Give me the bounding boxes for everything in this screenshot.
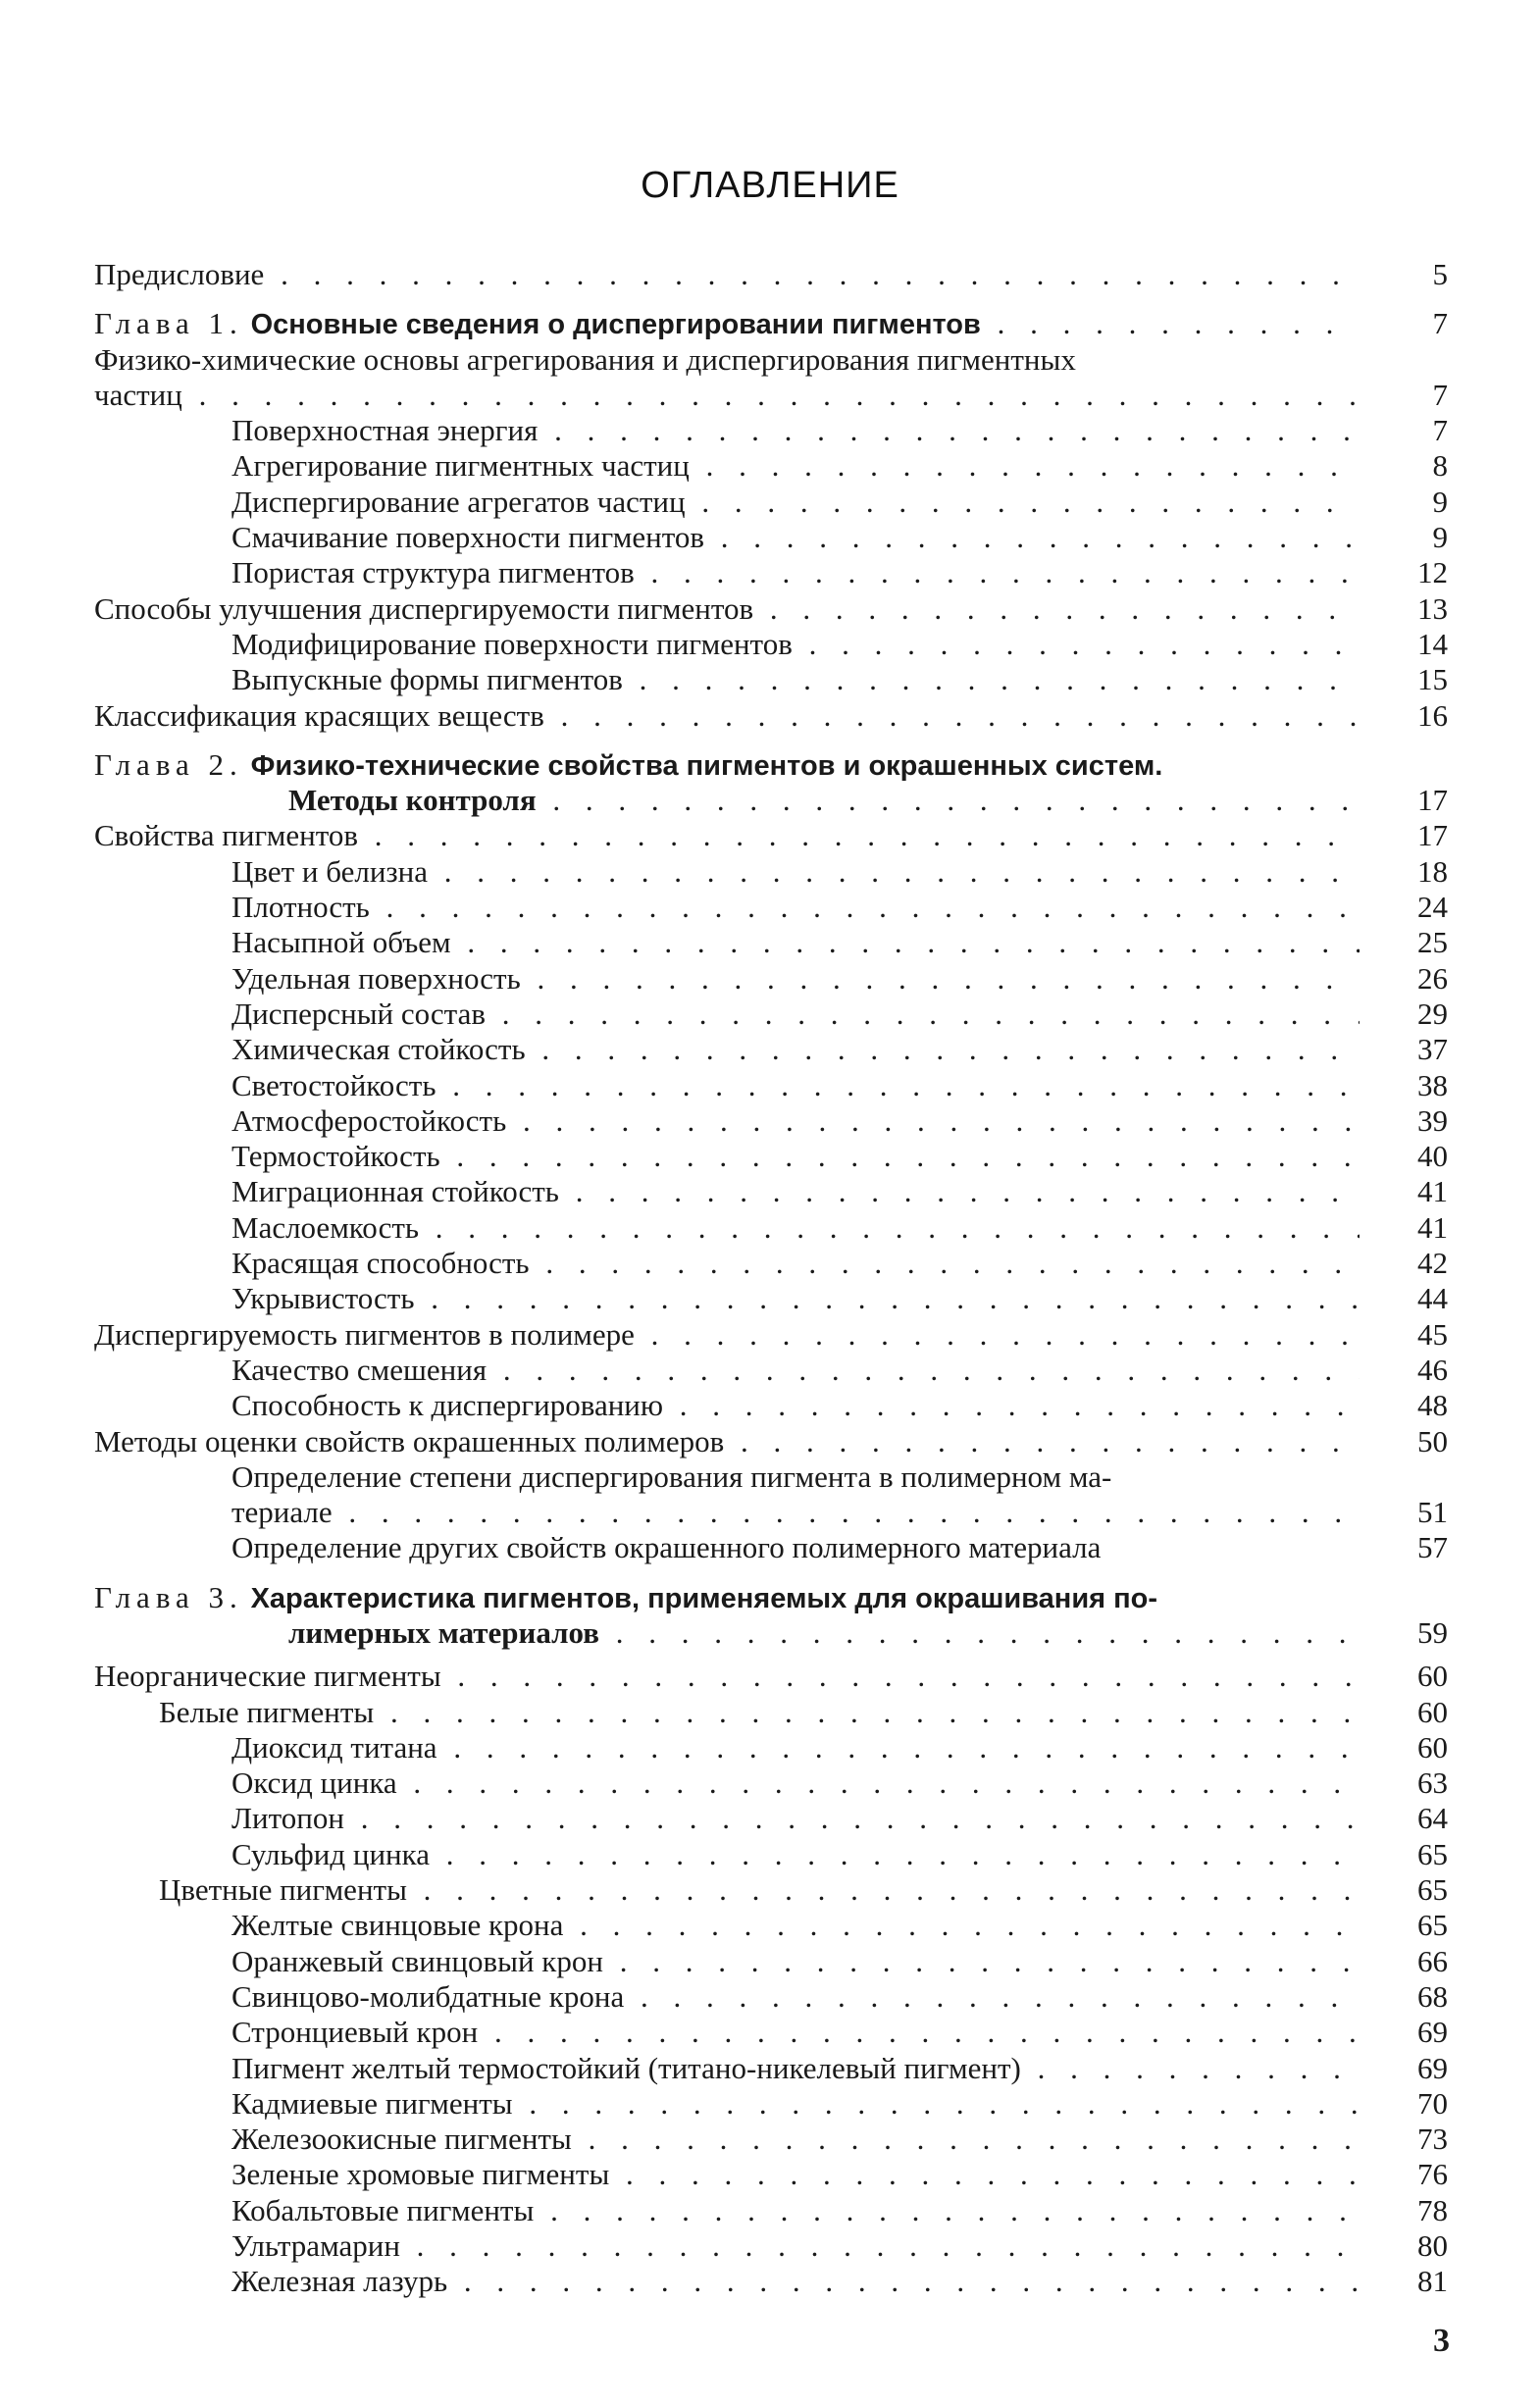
toc-entry-page: 41 xyxy=(1417,1209,1448,1245)
toc-entry-text: Методы оценки свойств окрашенных полимеров . . . xyxy=(94,1424,1360,1459)
toc-entry-page: 68 xyxy=(1417,1978,1448,2014)
toc-entry-text: Диспергируемость пигментов в полимере . . . xyxy=(94,1317,1360,1353)
toc-entry-text: Маслоемкость . . . xyxy=(94,1210,1360,1246)
toc-entry-text: Желтые свинцовые крона . . . xyxy=(94,1908,1360,1943)
toc-entry-text: Насыпной объем . . . xyxy=(94,925,1360,960)
chapter-title: Основные сведения о диспергировании пигментов xyxy=(250,309,981,341)
toc-entry xyxy=(94,1944,1448,1979)
page-number: 3 xyxy=(1433,2323,1450,2359)
toc-entry-text: Зеленые хромовые пигменты . . . xyxy=(94,2157,1360,2192)
toc-entry xyxy=(94,961,1448,997)
toc-entry-page: 46 xyxy=(1417,1352,1448,1387)
toc-entry-text: Железная лазурь . . . xyxy=(94,2264,1360,2299)
toc-entry-page: 17 xyxy=(1417,818,1448,853)
toc-entry xyxy=(94,485,1448,520)
toc-entry-text: Сульфид цинка . . . xyxy=(94,1837,1360,1872)
toc-entry-page: 63 xyxy=(1417,1765,1448,1801)
toc-entry xyxy=(94,1495,1448,1530)
toc-entry xyxy=(94,818,1448,853)
toc-entry-page: 29 xyxy=(1417,996,1448,1031)
toc-entry-text: териале . . . xyxy=(94,1495,1360,1530)
toc-entry-text: Физико-химические основы агрегирования и диспергирования пигментных xyxy=(94,341,1076,377)
toc-entry-page: 81 xyxy=(1417,2264,1448,2299)
toc-chapter-continuation xyxy=(94,1615,1448,1651)
toc-entry-text: Выпускные формы пигментов . . . xyxy=(94,662,1360,697)
toc-entry-text: Пигмент желтый термостойкий (титано-никелевый пигмент) . . . xyxy=(94,2051,1360,2086)
toc-entry xyxy=(94,2193,1448,2228)
toc-entry xyxy=(94,2122,1448,2157)
toc-entry-page: 41 xyxy=(1417,1174,1448,1209)
toc-entry xyxy=(94,1353,1448,1388)
toc-entry-page: 50 xyxy=(1417,1423,1448,1458)
toc-entry xyxy=(94,1530,1448,1565)
toc-entry-page: 44 xyxy=(1417,1281,1448,1316)
toc-entry-text: Цвет и белизна . . . xyxy=(94,854,1360,890)
toc-entry xyxy=(94,854,1448,890)
toc-entry xyxy=(94,1317,1448,1353)
toc-entry-page: 14 xyxy=(1417,626,1448,661)
toc-entry xyxy=(94,662,1448,697)
toc-entry xyxy=(94,1210,1448,1246)
toc-entry xyxy=(94,698,1448,734)
toc-entry-text: Атмосферостойкость . . . xyxy=(94,1103,1360,1139)
toc-entry xyxy=(94,1174,1448,1209)
toc-entry-page: 60 xyxy=(1417,1729,1448,1765)
toc-entry xyxy=(94,520,1448,555)
toc-entry-page: 40 xyxy=(1417,1139,1448,1174)
toc-entry-text: Классификация красящих веществ . . . xyxy=(94,698,1360,734)
toc-entry-page: 26 xyxy=(1417,960,1448,996)
toc-entry-text: частиц . . . xyxy=(94,378,1360,413)
toc-entry xyxy=(94,413,1448,448)
toc-entry xyxy=(94,342,1448,378)
toc-entry xyxy=(94,2157,1448,2192)
toc-entry-page: 39 xyxy=(1417,1102,1448,1138)
toc-entry-page: 78 xyxy=(1417,2192,1448,2227)
toc-chapter xyxy=(94,747,1448,783)
chapter-title: Характеристика пигментов, применяемых для окрашивания по- xyxy=(250,1582,1158,1614)
toc-entry-page: 7 xyxy=(1432,306,1448,341)
chapter-title: Физико-технические свойства пигментов и окрашенных систем. xyxy=(250,749,1163,782)
toc-entry-page: 15 xyxy=(1417,662,1448,697)
toc-entry-page: 70 xyxy=(1417,2085,1448,2121)
toc-entry-page: 25 xyxy=(1417,925,1448,960)
toc-entry-text: Плотность . . . xyxy=(94,890,1360,925)
toc-entry-page: 17 xyxy=(1417,783,1448,818)
toc-entry-text: Оксид цинка . . . xyxy=(94,1765,1360,1801)
toc-entry-page: 18 xyxy=(1417,853,1448,889)
toc-entry-text: Свинцово-молибдатные крона . . . xyxy=(94,1979,1360,2015)
toc-entry xyxy=(94,448,1448,484)
toc-entry-page: 7 xyxy=(1432,377,1448,412)
toc-entry xyxy=(94,1281,1448,1316)
chapter-title-continued: лимерных материалов xyxy=(288,1614,600,1650)
toc-entry-text: Термостойкость . . . xyxy=(94,1139,1360,1174)
toc-entry-text: Кадмиевые пигменты . . . xyxy=(94,2086,1360,2122)
toc-entry-page: 48 xyxy=(1417,1388,1448,1423)
toc-entry-text: Диоксид титана . . . xyxy=(94,1730,1360,1765)
toc-entry-page: 69 xyxy=(1417,2015,1448,2050)
toc-entry-page: 60 xyxy=(1417,1694,1448,1729)
toc-entry-page: 57 xyxy=(1417,1530,1448,1565)
toc-entry xyxy=(94,925,1448,960)
toc-entry-page: 45 xyxy=(1417,1316,1448,1352)
toc-entry-text: Оранжевый свинцовый крон . . . xyxy=(94,1944,1360,1979)
chapter-prefix: Глава 3. xyxy=(94,1579,243,1614)
toc-entry xyxy=(94,1424,1448,1459)
toc-entry xyxy=(94,1765,1448,1801)
toc-entry-text: Способы улучшения диспергируемости пигментов . . . xyxy=(94,591,1360,627)
toc-entry-page: 5 xyxy=(1432,257,1448,291)
toc-entry-page: 16 xyxy=(1417,697,1448,733)
toc-entry-page: 51 xyxy=(1417,1495,1448,1530)
toc-entry xyxy=(94,1872,1448,1908)
toc-entry-text: Белые пигменты . . . xyxy=(94,1695,1360,1730)
toc-entry xyxy=(94,1659,1448,1694)
toc-entry-text: Светостойкость . . . xyxy=(94,1068,1360,1103)
toc-entry-text: Цветные пигменты . . . xyxy=(94,1872,1360,1908)
toc-entry-page: 65 xyxy=(1417,1872,1448,1908)
toc-entry xyxy=(94,1695,1448,1730)
toc-entry xyxy=(94,2228,1448,2264)
toc-entry-text: Предисловие . . . xyxy=(94,257,1360,292)
toc-entry xyxy=(94,2015,1448,2050)
toc-entry xyxy=(94,890,1448,925)
page-title: ОГЛАВЛЕНИЕ xyxy=(641,165,899,206)
toc-entry xyxy=(94,2264,1448,2299)
toc-entry-page: 42 xyxy=(1417,1246,1448,1281)
toc-entry xyxy=(94,1139,1448,1174)
chapter-prefix: Глава 2. xyxy=(94,746,243,782)
toc-entry-page: 64 xyxy=(1417,1801,1448,1836)
toc-entry xyxy=(94,1979,1448,2015)
toc-entry xyxy=(94,997,1448,1032)
toc-entry xyxy=(94,1103,1448,1139)
chapter-prefix: Глава 1. xyxy=(94,306,243,341)
toc-entry-page: 65 xyxy=(1417,1836,1448,1871)
toc-entry-text: Определение других свойств окрашенного полимерного материала xyxy=(231,1530,1102,1565)
toc-entry-text: Неорганические пигменты . . . xyxy=(94,1659,1360,1694)
toc-chapter xyxy=(94,306,1448,341)
toc-entry-text: Пористая структура пигментов . . . xyxy=(94,555,1360,590)
toc-entry xyxy=(94,591,1448,627)
toc-entry-text: Литопон . . . xyxy=(94,1801,1360,1836)
toc-entry xyxy=(94,1459,1448,1495)
toc-entry-text: Железоокисные пигменты . . . xyxy=(94,2122,1360,2157)
chapter-title-continued: Методы контроля xyxy=(288,783,537,818)
toc-entry-page: 60 xyxy=(1417,1659,1448,1694)
toc-entry xyxy=(94,555,1448,590)
toc-entry xyxy=(94,1730,1448,1765)
toc-entry-page: 38 xyxy=(1417,1067,1448,1102)
toc-entry-text: Красящая способность . . . xyxy=(94,1246,1360,1281)
toc-entry-page: 7 xyxy=(1432,413,1448,448)
toc-entry-text: Модифицирование поверхности пигментов . . . xyxy=(94,627,1360,662)
toc-entry xyxy=(94,1908,1448,1943)
toc-entry-text: Миграционная стойкость . . . xyxy=(94,1174,1360,1209)
toc-entry-page: 12 xyxy=(1417,555,1448,590)
toc-chapter-continuation xyxy=(94,783,1448,818)
toc-entry-page: 69 xyxy=(1417,2050,1448,2085)
toc-entry-page: 9 xyxy=(1432,484,1448,519)
toc-entry xyxy=(94,1032,1448,1067)
toc-entry xyxy=(94,627,1448,662)
toc-entry-page: 76 xyxy=(1417,2157,1448,2192)
toc-entry-page: 73 xyxy=(1417,2122,1448,2157)
toc-entry-text: Ультрамарин . . . xyxy=(94,2228,1360,2264)
toc-entry-text: Определение степени диспергирования пигмента в полимерном ма- xyxy=(231,1458,1112,1494)
toc-entry-text: Смачивание поверхности пигментов . . . xyxy=(94,520,1360,555)
toc-entry-page: 66 xyxy=(1417,1943,1448,1978)
toc-entry-text: Агрегирование пигментных частиц . . . xyxy=(94,448,1360,484)
toc-chapter xyxy=(94,1580,1448,1615)
toc-entry-text: Диспергирование агрегатов частиц . . . xyxy=(94,485,1360,520)
toc-entry-text: Качество смешения . . . xyxy=(94,1353,1360,1388)
toc-entry-page: 9 xyxy=(1432,520,1448,555)
toc-entry-page: 80 xyxy=(1417,2228,1448,2264)
toc-entry xyxy=(94,1388,1448,1423)
toc-entry-page: 8 xyxy=(1432,448,1448,484)
toc-entry-text: Поверхностная энергия . . . xyxy=(94,413,1360,448)
toc-entry-page: 59 xyxy=(1417,1614,1448,1650)
toc-entry-page: 13 xyxy=(1417,590,1448,626)
toc-entry-text: Стронциевый крон . . . xyxy=(94,2015,1360,2050)
toc-entry-page: 65 xyxy=(1417,1908,1448,1943)
toc-entry-text: Дисперсный состав . . . xyxy=(94,997,1360,1032)
toc-entry xyxy=(94,1068,1448,1103)
toc-entry-page: 37 xyxy=(1417,1032,1448,1067)
toc-entry xyxy=(94,1246,1448,1281)
toc-entry-text: Укрывистость . . . xyxy=(94,1281,1360,1316)
toc-entry xyxy=(94,1837,1448,1872)
toc-entry-text: Свойства пигментов . . . xyxy=(94,818,1360,853)
toc-entry-text: Способность к диспергированию . . . xyxy=(94,1388,1360,1423)
toc-entry xyxy=(94,2051,1448,2086)
toc-entry xyxy=(94,378,1448,413)
toc-entry-text: Удельная поверхность . . . xyxy=(94,961,1360,997)
toc-entry-text: Кобальтовые пигменты . . . xyxy=(94,2193,1360,2228)
toc-entry xyxy=(94,1801,1448,1836)
toc-entry-text: Химическая стойкость . . . xyxy=(94,1032,1360,1067)
toc-entry-page: 24 xyxy=(1417,890,1448,925)
toc-entry xyxy=(94,2086,1448,2122)
toc-entry xyxy=(94,257,1448,292)
table-of-contents xyxy=(94,257,1448,2300)
